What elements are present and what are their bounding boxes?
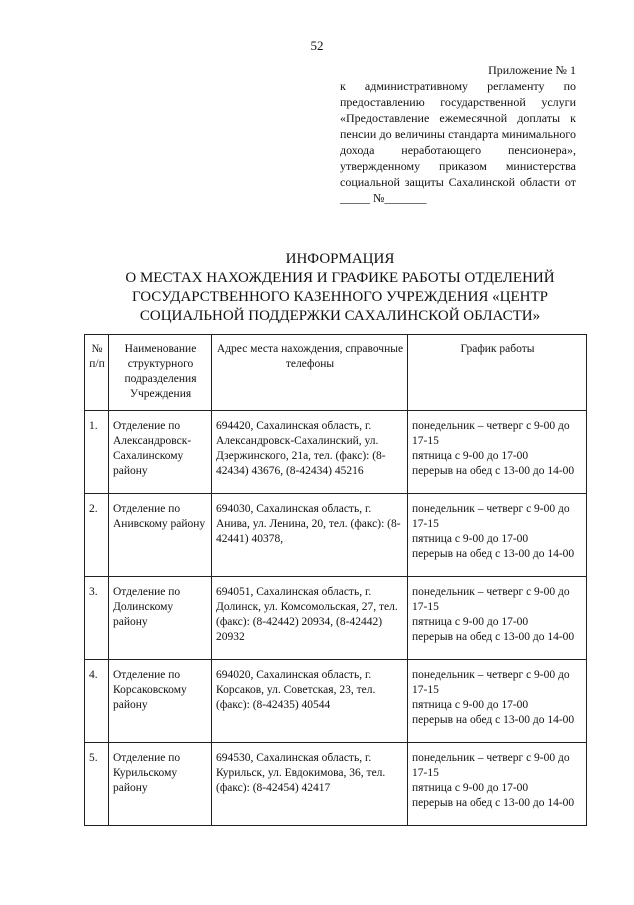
appendix-title: Приложение № 1 [488, 63, 576, 77]
schedule-lunch: перерыв на обед с 13-00 до 14-00 [412, 797, 575, 809]
table-row [85, 743, 587, 826]
row-schedule [408, 743, 587, 826]
schedule-lunch: перерыв на обед с 13-00 до 14-00 [412, 548, 575, 560]
row-office-name: Отделение по Долинскому району [109, 577, 212, 660]
schedule-weekdays: понедельник – четверг с 9-00 до 17-15 [412, 503, 570, 530]
table-row [85, 494, 587, 577]
row-address: 694020, Сахалинская область, г. Корсаков, ул. Советская, 23, тел. (факс): (8-42435) 40544 [212, 660, 408, 743]
offices-table [84, 334, 587, 826]
schedule-weekdays: понедельник – четверг с 9-00 до 17-15 [412, 752, 570, 779]
heading-line-3: ГОСУДАРСТВЕННОГО КАЗЕННОГО УЧРЕЖДЕНИЯ «ЦЕНТР [131, 289, 548, 305]
heading-line-4: СОЦИАЛЬНОЙ ПОДДЕРЖКИ САХАЛИНСКОЙ ОБЛАСТИ» [139, 308, 541, 324]
row-office-name: Отделение по Корсаковскому району [109, 660, 212, 743]
row-schedule [408, 577, 587, 660]
schedule-friday: пятница с 9-00 до 17-00 [412, 782, 529, 794]
row-number: 5. [85, 743, 109, 826]
header-name: Наименование структурного подразделения Учреждения [109, 335, 212, 411]
row-schedule [408, 411, 587, 494]
row-address: 694030, Сахалинская область, г. Анива, ул. Ленина, 20, тел. (факс): (8-42441) 40378, [212, 494, 408, 577]
table-row [85, 577, 587, 660]
row-number: 2. [85, 494, 109, 577]
row-number: 3. [85, 577, 109, 660]
row-address: 694530, Сахалинская область, г. Курильск, ул. Евдокимова, 36, тел. (факс): (8-42454) 42417 [212, 743, 408, 826]
schedule-lunch: перерыв на обед с 13-00 до 14-00 [412, 714, 575, 726]
row-address: 694051, Сахалинская область, г. Долинск, ул. Комсомольская, 27, тел. (факс): (8-42442) 20934, (8-42442) 20932 [212, 577, 408, 660]
appendix-text: к административному регламенту по предоставлению государственной услуги «Предоставление ежемесячной доплаты к пенсии до величины стандарта минимального дохода неработающего пенсионера», утвержденному приказом министерства социальной защиты Сахалинской области от _____ №_______ [340, 79, 576, 205]
schedule-weekdays: понедельник – четверг с 9-00 до 17-15 [412, 586, 570, 613]
table-header-row [85, 335, 587, 411]
row-office-name: Отделение по Александровск-Сахалинскому району [109, 411, 212, 494]
heading-line-2: О МЕСТАХ НАХОЖДЕНИЯ И ГРАФИКЕ РАБОТЫ ОТДЕЛЕНИЙ [125, 270, 555, 286]
document-heading [60, 250, 620, 326]
header-number: № п/п [85, 335, 109, 411]
row-address: 694420, Сахалинская область, г. Александровск-Сахалинский, ул. Дзержинского, 21а, тел. (факс): (8-42434) 43676, (8-42434) 45216 [212, 411, 408, 494]
appendix-block [340, 62, 576, 206]
schedule-friday: пятница с 9-00 до 17-00 [412, 699, 529, 711]
schedule-friday: пятница с 9-00 до 17-00 [412, 616, 529, 628]
schedule-lunch: перерыв на обед с 13-00 до 14-00 [412, 465, 575, 477]
row-number: 4. [85, 660, 109, 743]
row-number: 1. [85, 411, 109, 494]
heading-line-1: ИНФОРМАЦИЯ [285, 251, 395, 267]
schedule-weekdays: понедельник – четверг с 9-00 до 17-15 [412, 420, 570, 447]
table-row [85, 411, 587, 494]
header-schedule: График работы [408, 335, 587, 411]
row-office-name: Отделение по Анивскому району [109, 494, 212, 577]
row-office-name: Отделение по Курильскому району [109, 743, 212, 826]
schedule-lunch: перерыв на обед с 13-00 до 14-00 [412, 631, 575, 643]
header-address: Адрес места нахождения, справочные телефоны [212, 335, 408, 411]
schedule-friday: пятница с 9-00 до 17-00 [412, 450, 529, 462]
table-row [85, 660, 587, 743]
schedule-friday: пятница с 9-00 до 17-00 [412, 533, 529, 545]
row-schedule [408, 494, 587, 577]
page-number: 52 [310, 38, 324, 53]
row-schedule [408, 660, 587, 743]
schedule-weekdays: понедельник – четверг с 9-00 до 17-15 [412, 669, 570, 696]
